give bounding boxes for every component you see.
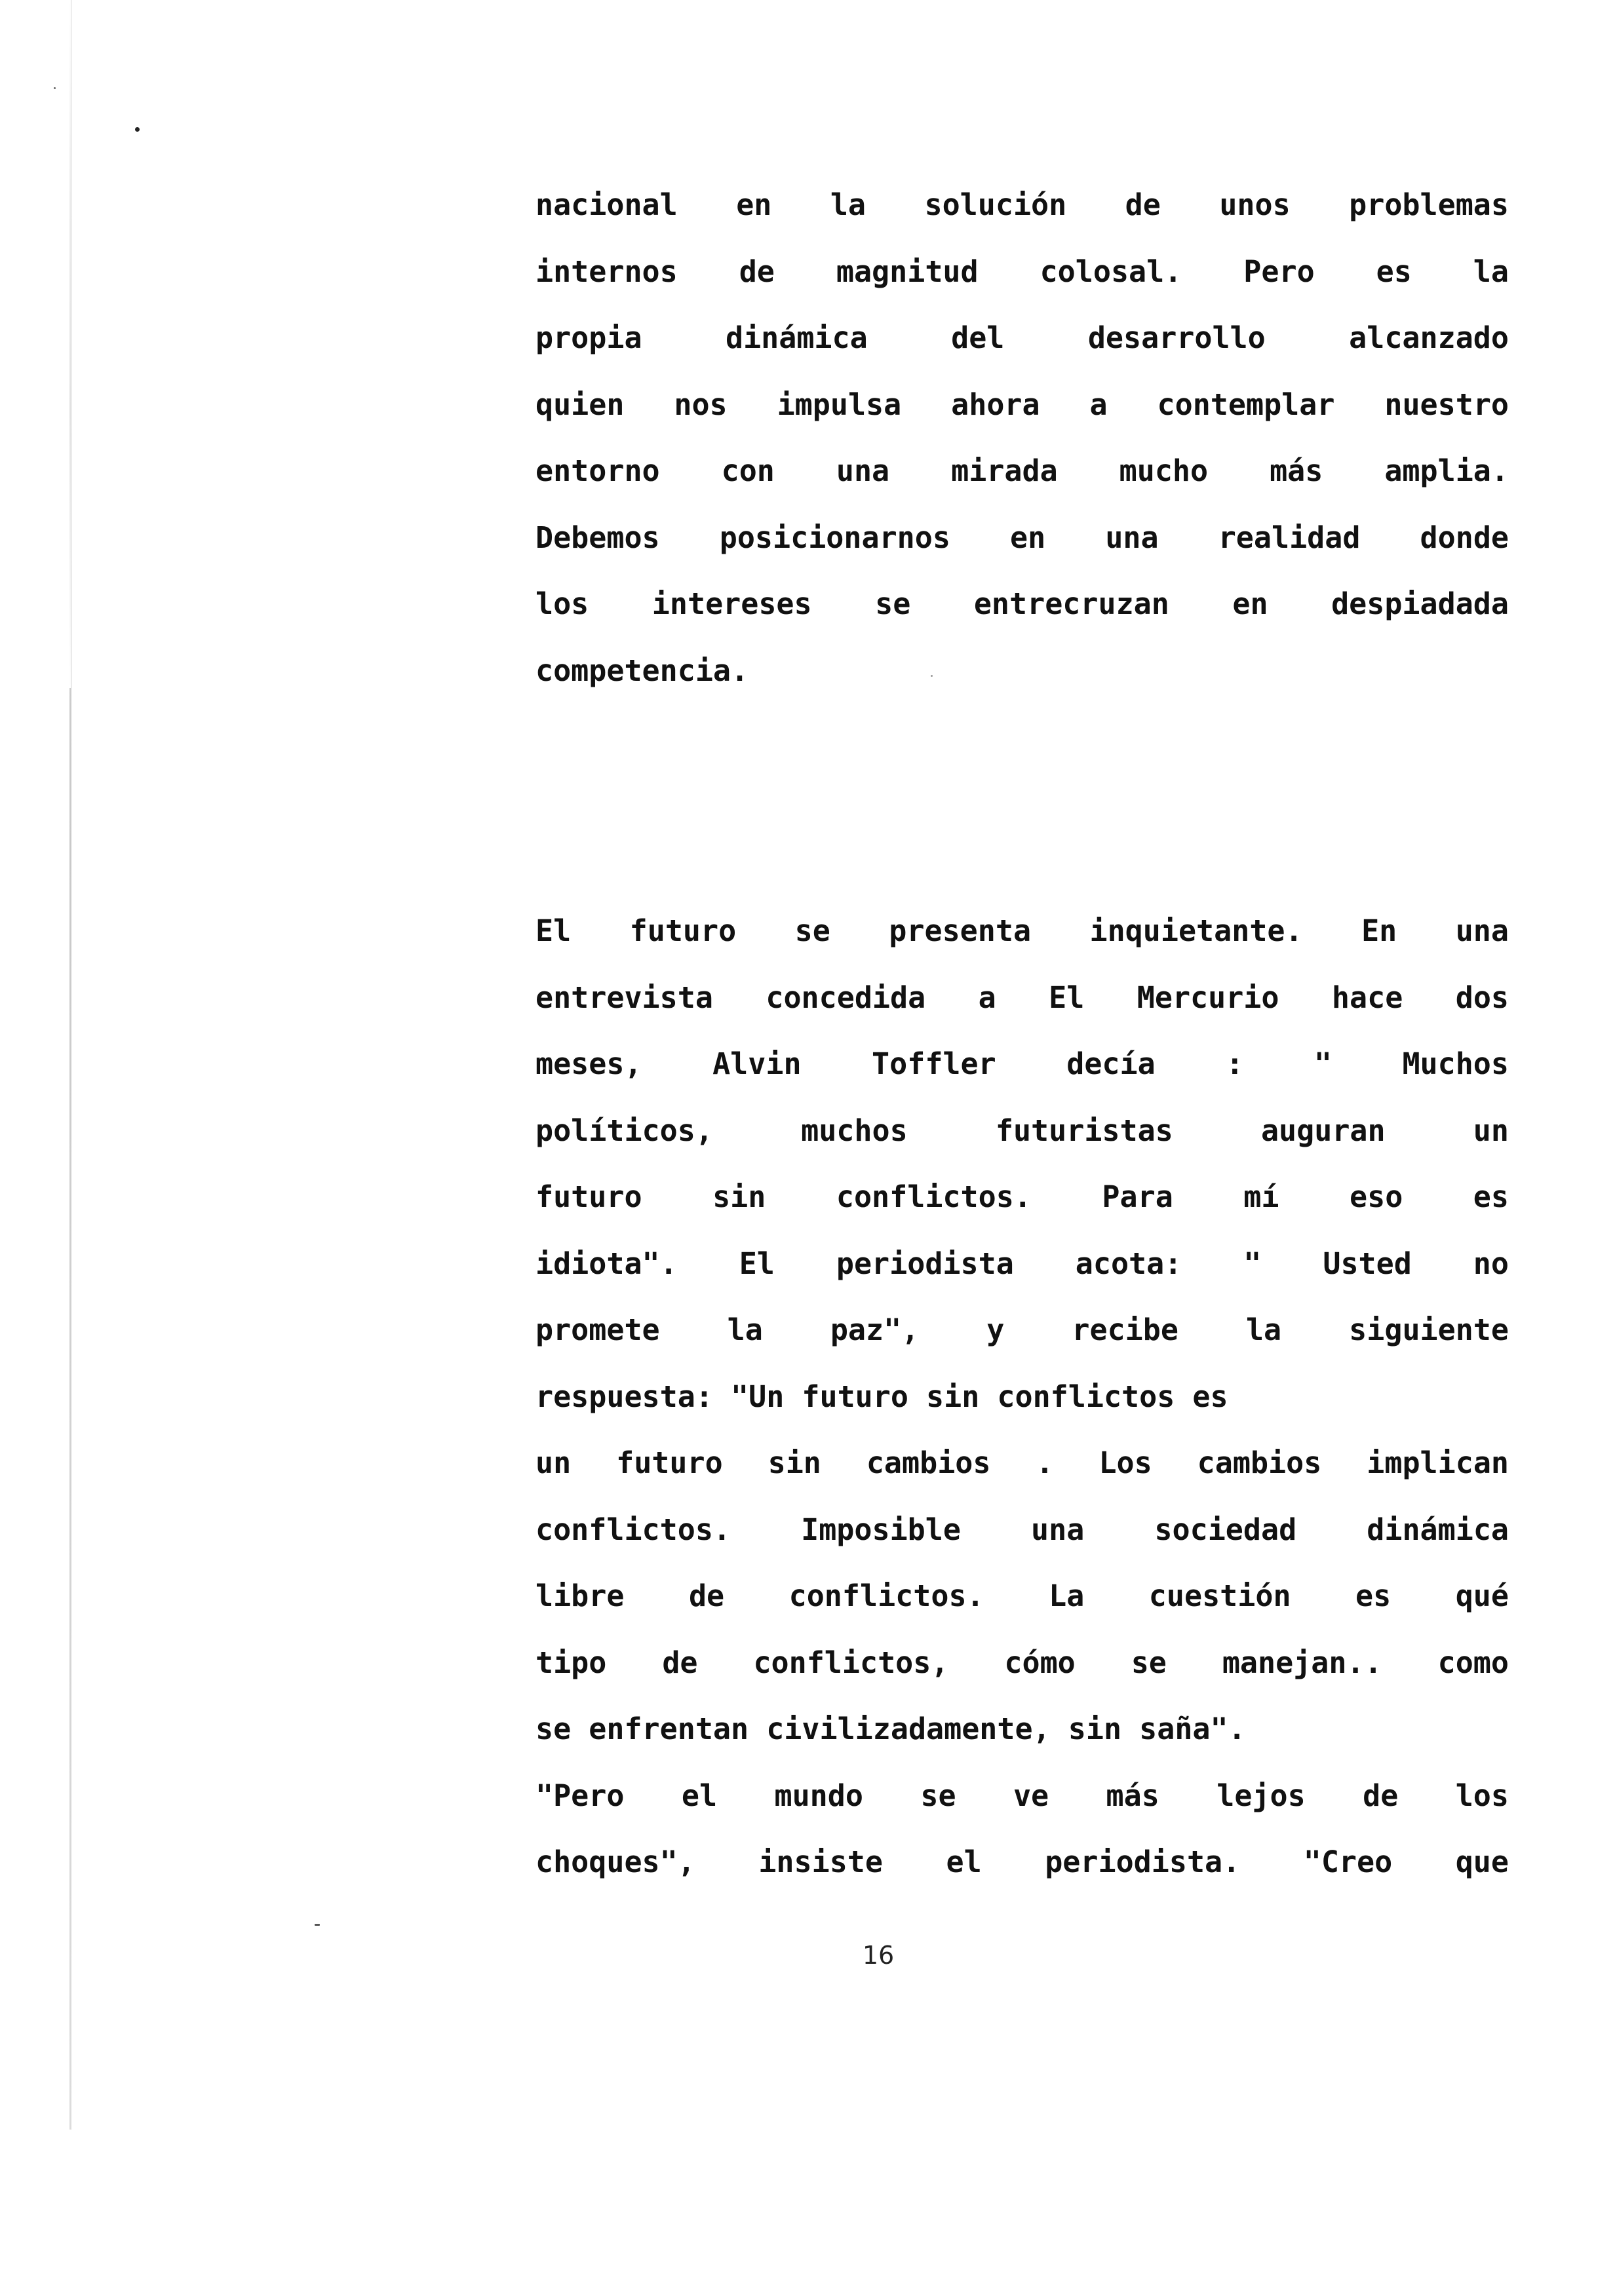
text-line: entorno con una mirada mucho más amplia. — [535, 453, 1509, 488]
text-line: nacional en la solución de unos problemas — [535, 187, 1509, 222]
text-line: Debemos posicionarnos en una realidad donde — [535, 520, 1509, 555]
text-line: "Pero el mundo se ve más lejos de los — [535, 1778, 1509, 1813]
page-number: 16 — [862, 1941, 895, 1970]
text-line: choques", insiste el periodista. "Creo que — [535, 1845, 1509, 1879]
text-line: tipo de conflictos, cómo se manejan.. como — [535, 1645, 1509, 1680]
scan-binding-shadow — [69, 0, 71, 688]
text-line: propia dinámica del desarrollo alcanzado — [535, 320, 1509, 355]
scan-binding-edge — [69, 0, 71, 2130]
text-line: libre de conflictos. La cuestión es qué — [535, 1578, 1509, 1613]
scan-speck — [54, 87, 56, 89]
text-line: políticos, muchos futuristas auguran un — [535, 1113, 1509, 1148]
text-line: los intereses se entrecruzan en despiadada — [535, 586, 1509, 621]
paragraph-2 — [535, 898, 1509, 1896]
text-line: idiota". El periodista acota: " Usted no — [535, 1246, 1509, 1281]
text-line: conflictos. Imposible una sociedad dinámica — [535, 1512, 1509, 1547]
paragraph-1 — [535, 172, 1509, 704]
text-line: respuesta: "Un futuro sin conflictos es — [535, 1379, 1228, 1414]
text-line: quien nos impulsa ahora a contemplar nuestro — [535, 387, 1509, 422]
text-line: un futuro sin cambios . Los cambios implican — [535, 1445, 1509, 1480]
text-line: internos de magnitud colosal. Pero es la — [535, 254, 1509, 289]
scan-speck — [315, 1924, 320, 1926]
text-line: entrevista concedida a El Mercurio hace dos — [535, 980, 1509, 1015]
text-line: futuro sin conflictos. Para mí eso es — [535, 1179, 1509, 1214]
text-line: promete la paz", y recibe la siguiente — [535, 1312, 1509, 1347]
text-line: se enfrentan civilizadamente, sin saña". — [535, 1712, 1246, 1746]
text-line: meses, Alvin Toffler decía : " Muchos — [535, 1046, 1509, 1081]
scan-speck — [135, 127, 140, 132]
text-line: El futuro se presenta inquietante. En una — [535, 913, 1509, 948]
text-line: competencia. — [535, 653, 749, 688]
